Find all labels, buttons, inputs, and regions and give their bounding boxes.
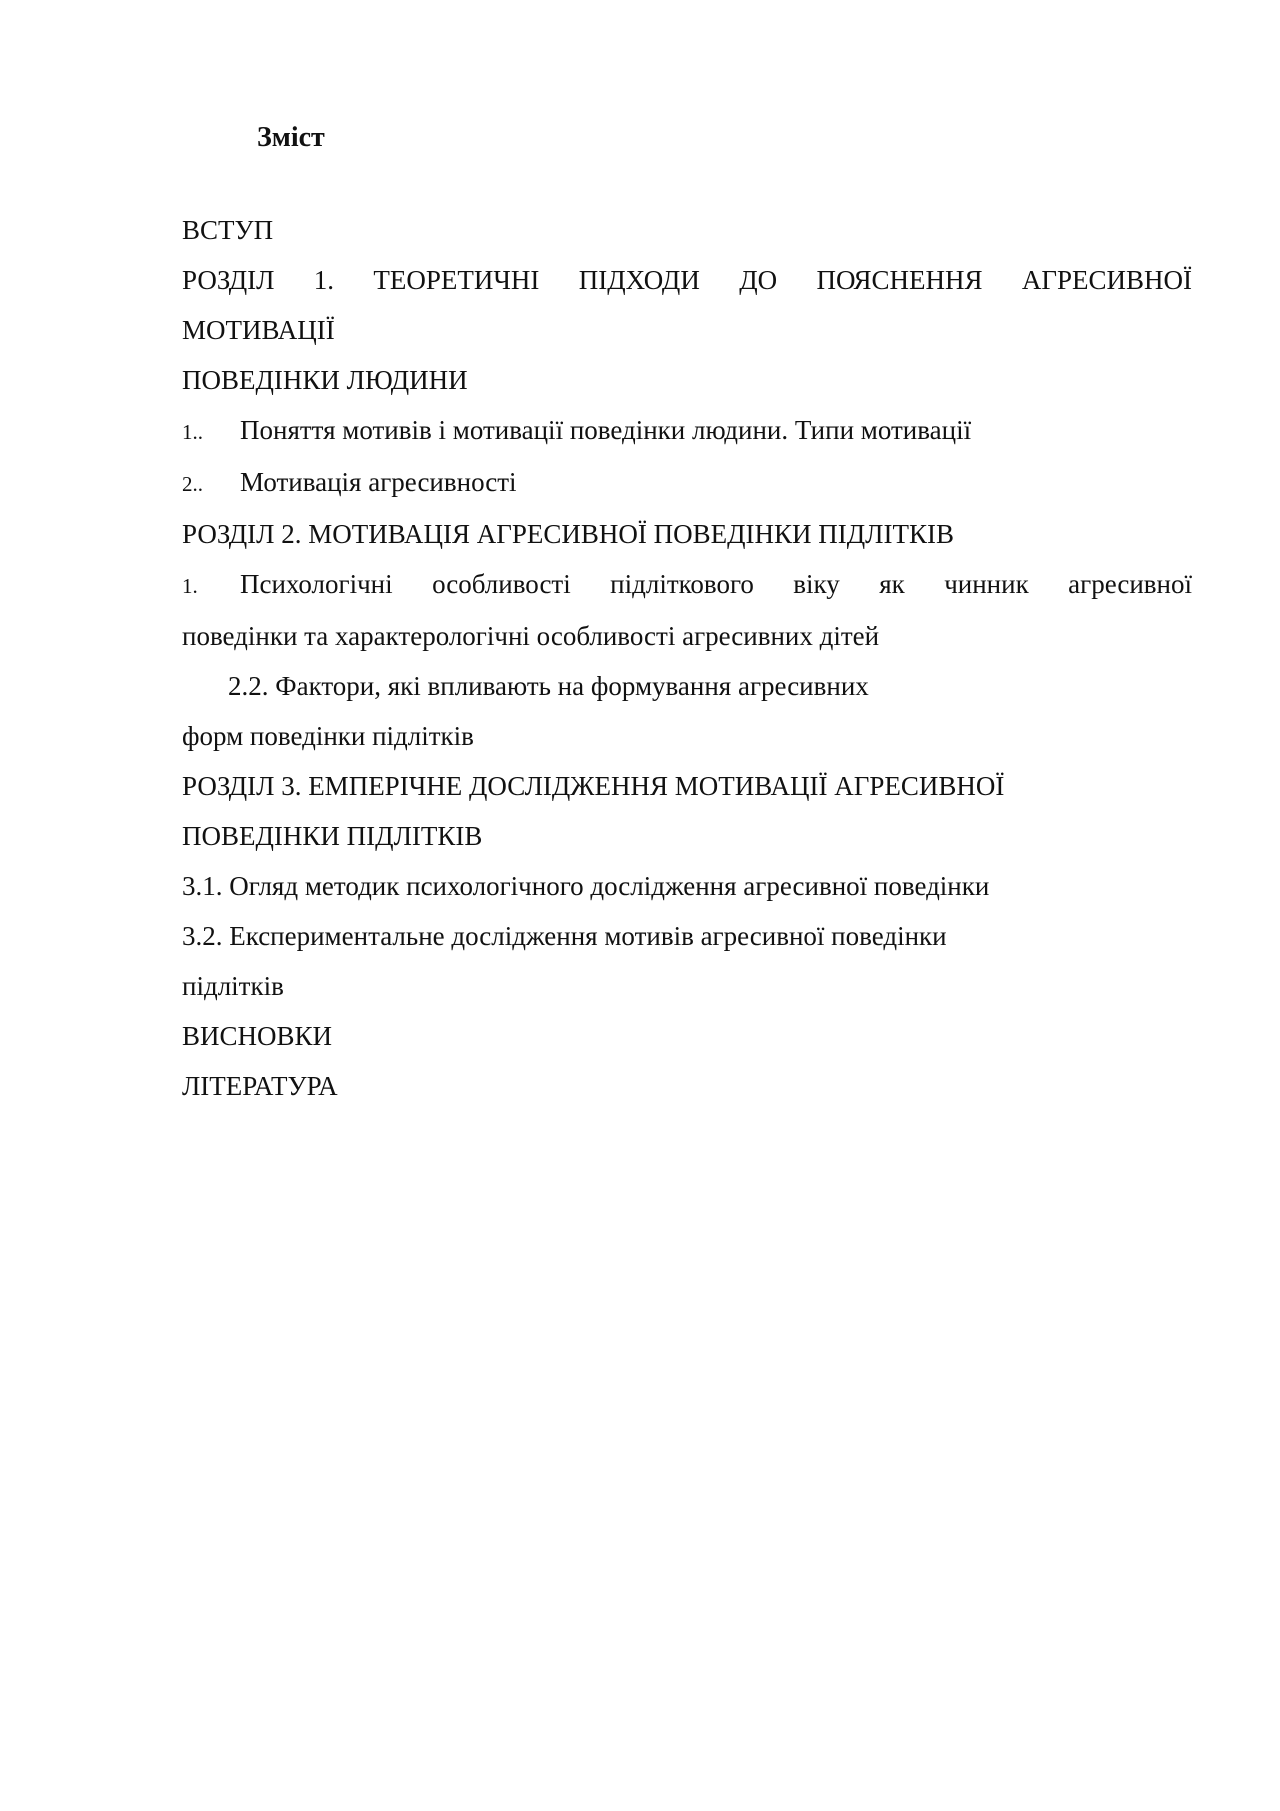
toc-section-1-line-3: ПОВЕДІНКИ ЛЮДИНИ [182,365,468,395]
page-title: Зміст [257,122,325,153]
toc-item-1-1-number: 1.. [182,420,203,444]
toc-item-2-1-number: 1. [182,574,198,598]
toc-section-3-line-2: ПОВЕДІНКИ ПІДЛІТКІВ [182,821,483,851]
toc-item-2-1-text-line-1: Психологічні особливості підліткового віку як чинник агресивної [240,569,1192,599]
table-of-contents [182,205,1192,1111]
toc-item-2-1-text-line-2: поведінки та характерологічні особливості агресивних дітей [182,621,880,651]
toc-section-1-line-1: РОЗДІЛ 1. ТЕОРЕТИЧНІ ПІДХОДИ ДО ПОЯСНЕННЯ АГРЕСИВНОЇ [182,265,1192,295]
toc-intro: ВСТУП [182,215,274,245]
toc-item-2-1-first-line [182,559,1192,611]
toc-item-2-1 [182,559,1192,661]
toc-item-1-1-text: Поняття мотивів і мотивації поведінки людини. Типи мотивації [240,415,972,445]
toc-item-2-2-line-2: форм поведінки підлітків [182,721,474,751]
toc-section-3-line-1: РОЗДІЛ 3. ЕМПЕРІЧНЕ ДОСЛІДЖЕННЯ МОТИВАЦІЇ АГРЕСИВНОЇ [182,771,1005,801]
toc-item-1-2-number: 2.. [182,472,203,496]
toc-item-1-2-text: Мотивація агресивності [240,467,517,497]
toc-item-1-1 [182,405,1192,457]
toc-item-2-2-line-1: 2.2. Фактори, які впливають на формування агресивних [228,671,869,701]
toc-section-2: РОЗДІЛ 2. МОТИВАЦІЯ АГРЕСИВНОЇ ПОВЕДІНКИ ПІДЛІТКІВ [182,519,954,549]
toc-conclusions: ВИСНОВКИ [182,1021,333,1051]
toc-item-3-1: 3.1. Огляд методик психологічного дослідження агресивної поведінки [182,871,990,901]
toc-item-3-2-line-1: 3.2. Експериментальне дослідження мотивів агресивної поведінки [182,921,947,951]
toc-section-1-line-2: МОТИВАЦІЇ [182,315,335,345]
toc-item-1-2 [182,457,1192,509]
toc-item-3-2-line-2: підлітків [182,971,284,1001]
toc-literature: ЛІТЕРАТУРА [182,1071,338,1101]
